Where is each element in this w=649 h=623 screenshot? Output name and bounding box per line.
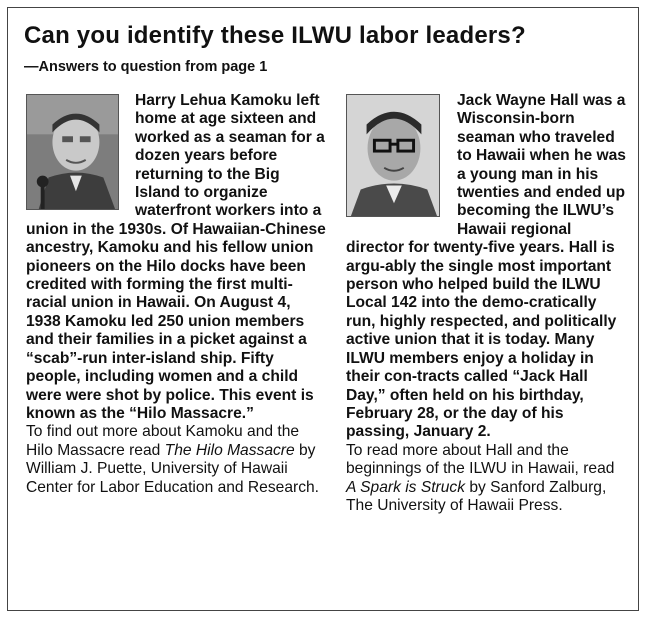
hall-reading-intro: To read more about Hall and the beginnings of the ILWU in Hawaii, read xyxy=(346,441,615,478)
kamoku-photo xyxy=(26,94,119,210)
hall-photo xyxy=(346,94,440,217)
hall-book-title: A Spark is Struck xyxy=(346,478,466,496)
kamoku-book-title: The Hilo Massacre xyxy=(164,441,295,459)
hall-bio: Jack Wayne Hall was a Wisconsin-born seaman who traveled to Hawaii when he was a young man in his twenties and ended up becoming the ILWU’s Hawaii regional director for twenty-five years. Hall is argu-ably the single most important person who helped build the ILWU Local 142 into the demo-cratically run, highly respected, and politically active union that it is today. Many ILWU members enjoy a holiday in their con-tracts called “Jack Hall Day,” often held on his birthday, February 28, or the day of his passing, January 2. xyxy=(346,92,626,441)
kamoku-reading-details: by William J. Puette, University of Hawaii Center for Labor Education and Research. xyxy=(26,441,319,496)
hall-further-reading xyxy=(346,442,626,516)
kamoku-column xyxy=(26,92,326,497)
article-subtitle: —Answers to question from page 1 xyxy=(24,59,268,75)
kamoku-bio: Harry Lehua Kamoku left home at age sixteen and worked as a seaman for a dozen years before returning to the Big Island to organize waterfront workers into a union in the 1930s. Of Hawaiian-Chinese ancestry, Kamoku and his fellow union pioneers on the Hilo docks have been credited with forming the first multi-racial union in Hawaii. On August 4, 1938 Kamoku led 250 union members and their families in a picket against a “scab”-run inter-island ship. Fifty people, including women and a child were were shot by police. This event is known as the “Hilo Massacre.” xyxy=(26,92,326,422)
hall-column xyxy=(346,92,626,515)
article-title: Can you identify these ILWU labor leaders? xyxy=(24,22,526,49)
kamoku-reading-intro: To find out more about Kamoku and the Hilo Massacre read xyxy=(26,423,300,459)
kamoku-further-reading xyxy=(26,423,326,497)
hall-reading-details: by Sanford Zalburg, The University of Hawaii Press. xyxy=(346,478,607,514)
